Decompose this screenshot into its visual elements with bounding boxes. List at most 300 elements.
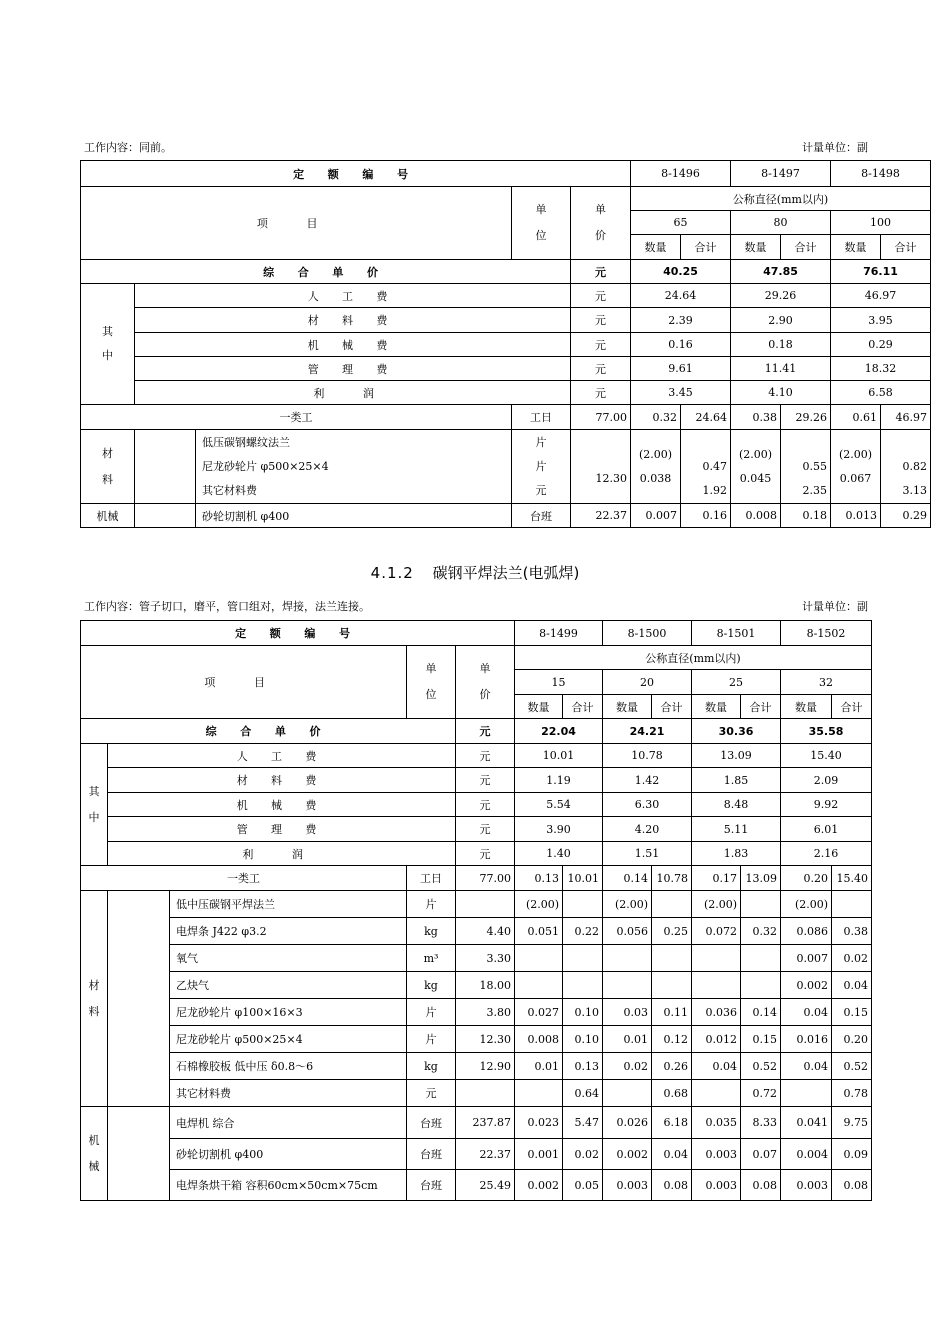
labor-row: [81, 405, 931, 430]
materials-blank: [135, 430, 196, 504]
cost-name: 人 工 费: [108, 744, 456, 768]
cost-value: 1.19: [515, 768, 603, 793]
cost-name: 利 润: [108, 842, 456, 866]
item-sum: 0.10: [563, 999, 603, 1026]
cost-value: 2.39: [631, 308, 731, 333]
item-sum: 0.15: [832, 999, 872, 1026]
item-qty: 0.027: [515, 999, 563, 1026]
item-qty: 0.04: [692, 1053, 741, 1080]
cost-value: 5.11: [692, 817, 781, 842]
machine-sum: 0.16: [681, 504, 731, 528]
cost-value: 11.41: [731, 357, 831, 381]
item-unit: kg: [407, 1053, 456, 1080]
labor-price: 77.00: [456, 866, 515, 891]
labor-sum: 15.40: [832, 866, 872, 891]
item-unit: 片: [407, 891, 456, 918]
item-qty: 0.012: [692, 1026, 741, 1053]
item-qty: 0.02: [603, 1053, 652, 1080]
item-name: 砂轮切割机 φ400: [170, 1139, 407, 1170]
code-cell: 8-1500: [603, 621, 692, 646]
labor-name: 一类工: [81, 866, 407, 891]
cost-row: [81, 333, 931, 357]
item-name: 石棉橡胶板 低中压 δ0.8～6: [170, 1053, 407, 1080]
total-value: 22.04: [515, 719, 603, 744]
cost-value: 6.58: [831, 381, 931, 405]
materials-units: 片 片 元: [512, 430, 571, 504]
cost-name: 利 润: [135, 381, 571, 405]
item-sum: 0.38: [832, 918, 872, 945]
machine-row: [81, 1139, 872, 1170]
cost-unit: 元: [571, 333, 631, 357]
item-price: 22.37: [456, 1139, 515, 1170]
qty-header: 数量: [781, 695, 832, 719]
cost-name: 人 工 费: [135, 284, 571, 308]
unit-col-header: 单 位: [407, 646, 456, 719]
cost-row: [81, 381, 931, 405]
item-qty: 0.01: [515, 1053, 563, 1080]
machine-sum: 0.29: [881, 504, 931, 528]
diameter-cell: 65: [631, 211, 731, 235]
cost-row: [81, 768, 872, 793]
item-name: 电焊条 J422 φ3.2: [170, 918, 407, 945]
total-row: [81, 719, 872, 744]
section-number: 4.1.2: [370, 564, 414, 582]
material-row: [81, 999, 872, 1026]
item-name: 电焊条烘干箱 容积60cm×50cm×75cm: [170, 1170, 407, 1201]
item-qty: 0.036: [692, 999, 741, 1026]
sum-header: 合计: [741, 695, 781, 719]
cost-value: 1.40: [515, 842, 603, 866]
code-cell: 8-1497: [731, 161, 831, 187]
item-sum: 0.05: [563, 1170, 603, 1201]
cost-value: 18.32: [831, 357, 931, 381]
diameter-cell: 32: [781, 670, 872, 695]
labor-name: 一类工: [81, 405, 512, 430]
item-sum: [563, 891, 603, 918]
qty-header: 数量: [603, 695, 652, 719]
machine-row: [81, 1170, 872, 1201]
measure-unit: 计量单位：副: [802, 600, 868, 613]
item-sum: 0.10: [563, 1026, 603, 1053]
cost-value: 2.16: [781, 842, 872, 866]
item-qty: [781, 1080, 832, 1107]
item-name: 低中压碳钢平焊法兰: [170, 891, 407, 918]
work-content: 工作内容：同前。: [84, 141, 172, 154]
material-row: [81, 1026, 872, 1053]
item-qty: 0.003: [603, 1170, 652, 1201]
code-row: [81, 161, 931, 187]
cost-value: 3.95: [831, 308, 931, 333]
cost-name: 管 理 费: [135, 357, 571, 381]
cost-unit: 元: [571, 357, 631, 381]
labor-qty: 0.17: [692, 866, 741, 891]
item-sum: [652, 972, 692, 999]
item-price: 237.87: [456, 1107, 515, 1139]
labor-price: 77.00: [571, 405, 631, 430]
cost-value: 0.29: [831, 333, 931, 357]
cost-value: 29.26: [731, 284, 831, 308]
item-qty: [603, 1080, 652, 1107]
item-sum: 6.18: [652, 1107, 692, 1139]
item-qty: (2.00): [781, 891, 832, 918]
item-name: 尼龙砂轮片 φ100×16×3: [170, 999, 407, 1026]
total-unit: 元: [456, 719, 515, 744]
item-qty: 0.072: [692, 918, 741, 945]
labor-qty: 0.32: [631, 405, 681, 430]
item-sum: [832, 891, 872, 918]
labor-sum: 24.64: [681, 405, 731, 430]
item-qty: 0.016: [781, 1026, 832, 1053]
cost-value: 9.61: [631, 357, 731, 381]
cost-name: 材 料 费: [135, 308, 571, 333]
item-sum: 0.52: [832, 1053, 872, 1080]
diameter-label: 公称直径(mm以内): [515, 646, 872, 670]
cost-name: 管 理 费: [108, 817, 456, 842]
cost-unit: 元: [456, 842, 515, 866]
machine-label: 机械: [81, 504, 135, 528]
cost-unit: 元: [571, 284, 631, 308]
item-qty: 0.035: [692, 1107, 741, 1139]
item-unit: 台班: [407, 1107, 456, 1139]
header-code: 定 额 编 号: [81, 161, 631, 187]
item-qty: 0.086: [781, 918, 832, 945]
diameter-cell: 20: [603, 670, 692, 695]
item-qty: 0.056: [603, 918, 652, 945]
item-qty: 0.003: [692, 1139, 741, 1170]
labor-qty: 0.13: [515, 866, 563, 891]
item-sum: 0.26: [652, 1053, 692, 1080]
cost-value: 1.42: [603, 768, 692, 793]
cost-value: 13.09: [692, 744, 781, 768]
item-sum: 0.04: [832, 972, 872, 999]
item-sum: 0.52: [741, 1053, 781, 1080]
cost-value: 6.30: [603, 793, 692, 817]
cost-value: 6.01: [781, 817, 872, 842]
labor-qty: 0.20: [781, 866, 832, 891]
item-sum: 0.08: [741, 1170, 781, 1201]
materials-sum: 0.82 3.13: [881, 430, 931, 504]
code-cell: 8-1498: [831, 161, 931, 187]
item-label: 项 目: [81, 646, 407, 719]
item-sum: 5.47: [563, 1107, 603, 1139]
item-sum: 0.07: [741, 1139, 781, 1170]
item-label: 项 目: [81, 187, 512, 260]
table2-meta: [84, 598, 868, 614]
item-sum: 0.13: [563, 1053, 603, 1080]
item-qty: 0.04: [781, 1053, 832, 1080]
sum-header: 合计: [781, 235, 831, 260]
materials-prices: 12.30: [571, 430, 631, 504]
cost-value: 9.92: [781, 793, 872, 817]
cost-row: [81, 744, 872, 768]
item-qty: 0.002: [603, 1139, 652, 1170]
item-qty: [692, 1080, 741, 1107]
item-price: 25.49: [456, 1170, 515, 1201]
cost-value: 0.16: [631, 333, 731, 357]
labor-sum: 46.97: [881, 405, 931, 430]
machine-qty: 0.008: [731, 504, 781, 528]
header-code: 定 额 编 号: [81, 621, 515, 646]
of-which-label: 其 中: [81, 284, 135, 405]
item-qty: 0.03: [603, 999, 652, 1026]
item-sum: 0.72: [741, 1080, 781, 1107]
price-col-header: 单 价: [456, 646, 515, 719]
labor-sum: 10.78: [652, 866, 692, 891]
item-price: 18.00: [456, 972, 515, 999]
diameter-cell: 100: [831, 211, 931, 235]
machine-qty: 0.007: [631, 504, 681, 528]
total-value: 24.21: [603, 719, 692, 744]
cost-value: 2.09: [781, 768, 872, 793]
item-qty: 0.023: [515, 1107, 563, 1139]
machine-sum: 0.18: [781, 504, 831, 528]
materials-sum: 0.47 1.92: [681, 430, 731, 504]
item-sum: 0.64: [563, 1080, 603, 1107]
materials-row: [81, 430, 931, 504]
material-row: [81, 1053, 872, 1080]
item-price: 12.30: [456, 1026, 515, 1053]
labor-qty: 0.14: [603, 866, 652, 891]
cost-value: 15.40: [781, 744, 872, 768]
item-qty: (2.00): [692, 891, 741, 918]
item-qty: [515, 1080, 563, 1107]
unit-col-header: 单 位: [512, 187, 571, 260]
qty-header: 数量: [692, 695, 741, 719]
item-sum: [741, 945, 781, 972]
qty-header: 数量: [515, 695, 563, 719]
item-sum: 0.32: [741, 918, 781, 945]
cost-value: 5.54: [515, 793, 603, 817]
item-sum: 0.11: [652, 999, 692, 1026]
item-name: 氧气: [170, 945, 407, 972]
item-sum: [741, 972, 781, 999]
total-value: 76.11: [831, 260, 931, 284]
qty-header: 数量: [631, 235, 681, 260]
item-qty: 0.041: [781, 1107, 832, 1139]
item-unit: 元: [407, 1080, 456, 1107]
cost-row: [81, 793, 872, 817]
labor-unit: 工日: [512, 405, 571, 430]
item-name: 尼龙砂轮片 φ500×25×4: [170, 1026, 407, 1053]
item-sum: [563, 945, 603, 972]
diameter-cell: 80: [731, 211, 831, 235]
item-price: 12.90: [456, 1053, 515, 1080]
materials-qty: (2.00) 0.038: [631, 430, 681, 504]
labor-row: [81, 866, 872, 891]
item-sum: 0.25: [652, 918, 692, 945]
cost-name: 机 械 费: [108, 793, 456, 817]
labor-qty: 0.38: [731, 405, 781, 430]
price-col-header: 单 价: [571, 187, 631, 260]
total-value: 47.85: [731, 260, 831, 284]
cost-unit: 元: [456, 744, 515, 768]
item-unit: m³: [407, 945, 456, 972]
machine-row: [81, 1107, 872, 1139]
item-qty: (2.00): [515, 891, 563, 918]
cost-value: 1.85: [692, 768, 781, 793]
sum-header: 合计: [881, 235, 931, 260]
item-qty: 0.008: [515, 1026, 563, 1053]
diameter-cell: 25: [692, 670, 781, 695]
code-cell: 8-1502: [781, 621, 872, 646]
sum-header: 合计: [563, 695, 603, 719]
item-qty: (2.00): [603, 891, 652, 918]
cost-row: [81, 284, 931, 308]
machine-qty: 0.013: [831, 504, 881, 528]
total-value: 35.58: [781, 719, 872, 744]
item-qty: [515, 945, 563, 972]
item-sum: 0.14: [741, 999, 781, 1026]
item-price: 3.80: [456, 999, 515, 1026]
labor-sum: 13.09: [741, 866, 781, 891]
item-name: 其它材料费: [170, 1080, 407, 1107]
cost-name: 材 料 费: [108, 768, 456, 793]
item-unit: kg: [407, 972, 456, 999]
item-sum: 0.15: [741, 1026, 781, 1053]
machine-row: [81, 504, 931, 528]
materials-qty: (2.00) 0.067: [831, 430, 881, 504]
item-sum: 0.22: [563, 918, 603, 945]
machine-blank: [135, 504, 196, 528]
item-price: [456, 1080, 515, 1107]
cost-value: 3.45: [631, 381, 731, 405]
item-qty: 0.026: [603, 1107, 652, 1139]
item-qty: 0.003: [781, 1170, 832, 1201]
materials-names: 低压碳钢螺纹法兰 尼龙砂轮片 φ500×25×4 其它材料费: [196, 430, 512, 504]
cost-value: 8.48: [692, 793, 781, 817]
section-title: [0, 562, 950, 583]
item-qty: 0.002: [781, 972, 832, 999]
item-sum: [741, 891, 781, 918]
quota-table-2: [80, 620, 872, 1201]
item-qty: 0.002: [515, 1170, 563, 1201]
cost-value: 0.18: [731, 333, 831, 357]
item-qty: 0.001: [515, 1139, 563, 1170]
cost-value: 1.51: [603, 842, 692, 866]
item-qty: [692, 945, 741, 972]
diameter-label: 公称直径(mm以内): [631, 187, 931, 211]
item-sum: 0.20: [832, 1026, 872, 1053]
item-sum: 0.68: [652, 1080, 692, 1107]
item-name: 乙炔气: [170, 972, 407, 999]
measure-unit: 计量单位：副: [802, 141, 868, 154]
item-qty: [603, 972, 652, 999]
item-sum: 0.78: [832, 1080, 872, 1107]
quota-table-1: [80, 160, 931, 528]
item-qty: [515, 972, 563, 999]
item-sum: 0.02: [832, 945, 872, 972]
code-cell: 8-1501: [692, 621, 781, 646]
item-sum: [652, 891, 692, 918]
diameter-cell: 15: [515, 670, 603, 695]
item-sum: 9.75: [832, 1107, 872, 1139]
cost-value: 46.97: [831, 284, 931, 308]
work-content: 工作内容：管子切口，磨平，管口组对，焊接，法兰连接。: [84, 600, 370, 613]
cost-unit: 元: [456, 768, 515, 793]
item-qty: [692, 972, 741, 999]
machine-unit: 台班: [512, 504, 571, 528]
item-qty: 0.007: [781, 945, 832, 972]
cost-unit: 元: [571, 381, 631, 405]
labor-qty: 0.61: [831, 405, 881, 430]
total-label: 综 合 单 价: [81, 260, 571, 284]
sum-header: 合计: [652, 695, 692, 719]
cost-unit: 元: [456, 793, 515, 817]
materials-qty: (2.00) 0.045: [731, 430, 781, 504]
table1-meta: [84, 139, 868, 155]
qty-header: 数量: [731, 235, 781, 260]
total-row: [81, 260, 931, 284]
item-price: [456, 891, 515, 918]
labor-sum: 29.26: [781, 405, 831, 430]
item-unit: 片: [407, 999, 456, 1026]
cost-value: 10.78: [603, 744, 692, 768]
item-unit: 台班: [407, 1139, 456, 1170]
total-value: 30.36: [692, 719, 781, 744]
cost-unit: 元: [571, 308, 631, 333]
cost-value: 10.01: [515, 744, 603, 768]
section-text: 碳钢平焊法兰(电弧焊): [432, 564, 580, 582]
material-row: [81, 918, 872, 945]
item-qty: 0.01: [603, 1026, 652, 1053]
cost-row: [81, 357, 931, 381]
item-qty: 0.004: [781, 1139, 832, 1170]
total-value: 40.25: [631, 260, 731, 284]
machine-name: 砂轮切割机 φ400: [196, 504, 512, 528]
material-row: [81, 1080, 872, 1107]
cost-value: 2.90: [731, 308, 831, 333]
item-name: 电焊机 综合: [170, 1107, 407, 1139]
item-qty: 0.04: [781, 999, 832, 1026]
code-row: [81, 621, 872, 646]
machine-label: 机 械: [81, 1107, 108, 1201]
item-qty: [603, 945, 652, 972]
item-sum: 0.08: [832, 1170, 872, 1201]
item-unit: kg: [407, 918, 456, 945]
cost-value: 24.64: [631, 284, 731, 308]
item-sum: [652, 945, 692, 972]
blank-cell: [108, 891, 170, 1107]
materials-label: 材 料: [81, 430, 135, 504]
item-price: 4.40: [456, 918, 515, 945]
cost-value: 4.20: [603, 817, 692, 842]
labor-sum: 10.01: [563, 866, 603, 891]
qty-header: 数量: [831, 235, 881, 260]
sum-header: 合计: [681, 235, 731, 260]
material-row: [81, 891, 872, 918]
item-unit: 台班: [407, 1170, 456, 1201]
cost-row: [81, 842, 872, 866]
material-row: [81, 972, 872, 999]
cost-value: 4.10: [731, 381, 831, 405]
item-sum: 0.08: [652, 1170, 692, 1201]
machine-price: 22.37: [571, 504, 631, 528]
code-cell: 8-1499: [515, 621, 603, 646]
materials-group: [81, 891, 872, 1107]
cost-row: [81, 817, 872, 842]
blank-cell: [108, 1107, 170, 1201]
item-sum: [563, 972, 603, 999]
machines-group: [81, 1107, 872, 1201]
item-unit: 片: [407, 1026, 456, 1053]
item-sum: 8.33: [741, 1107, 781, 1139]
item-qty: 0.003: [692, 1170, 741, 1201]
cost-value: 3.90: [515, 817, 603, 842]
total-label: 综 合 单 价: [81, 719, 456, 744]
materials-label: 材 料: [81, 891, 108, 1107]
cost-unit: 元: [456, 817, 515, 842]
item-price: 3.30: [456, 945, 515, 972]
